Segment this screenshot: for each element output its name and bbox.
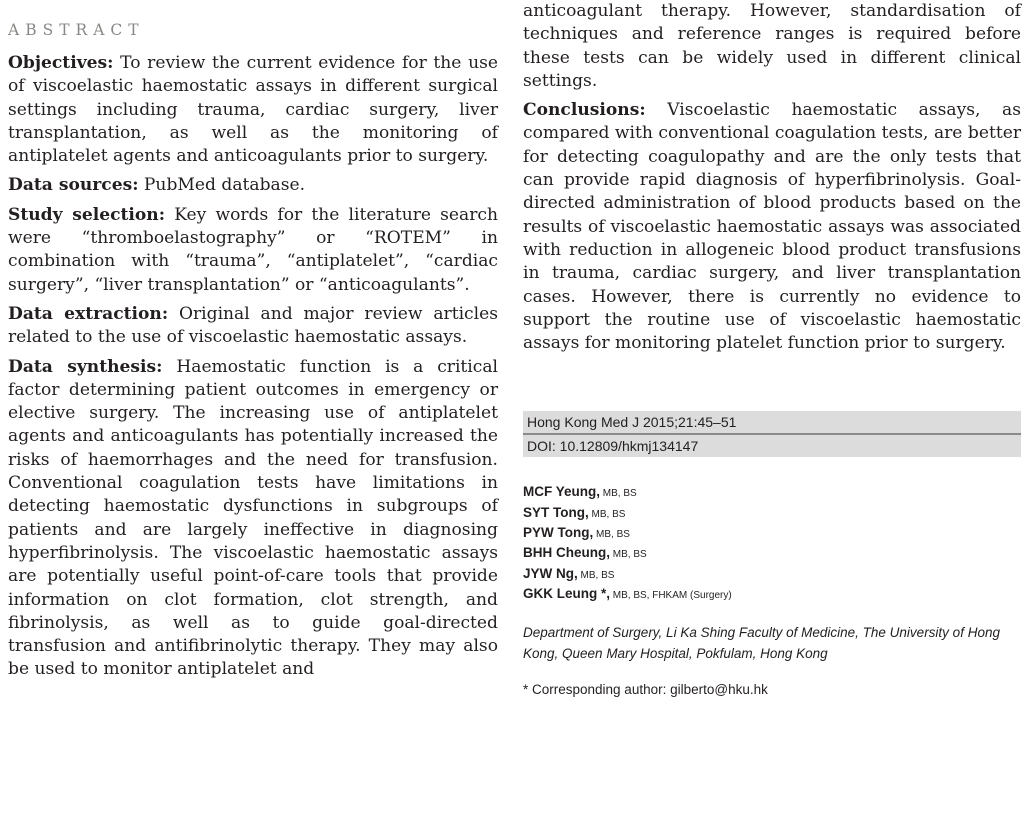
doi-link[interactable]: DOI: 10.12809/hkmj134147	[523, 433, 1021, 457]
data-extraction-label: Data extraction:	[8, 303, 169, 324]
conclusions-text: Viscoelastic haemostatic assays, as compared with conventional coagulation tests, are better for detecting coagulopathy and are the only tests that can provide rapid diagnosis of hyperfibrinolysis. Goal-directed administration of blood products based on the results of viscoelastic haemostatic assays was associated with reduction in allogeneic blood product transfusions in trauma, cardiac surgery, and liver transplantation cases. However, there is currently no evidence to support the routine use of viscoelastic haemostatic assays for monitoring platelet function prior to surgery.	[523, 100, 1021, 354]
author-item	[523, 504, 1021, 524]
author-degrees: MB, BS	[593, 529, 630, 541]
author-degrees: MB, BS	[600, 488, 637, 500]
study-selection-paragraph	[8, 204, 498, 297]
objectives-text: To review the current evidence for the use of viscoelastic haemostatic assays in different surgical settings including trauma, cardiac surgery, liver transplantation, as well as the monitoring of antiplatelet agents and anticoagulants prior to surgery.	[8, 53, 498, 167]
abstract-heading: ABSTRACT	[8, 21, 145, 39]
data-synthesis-text: Haemostatic function is a critical factor determining patient outcomes in emergency or elective surgery. The increasing use of antiplatelet agents and anticoagulants has potentially increased the risks of haemorrhages and the need for transfusion. Conventional coagulation tests have limitations in detecting haemostatic dysfunctions in subgroups of patients and are largely ineffective in diagnosing hyperfibrinolysis. The viscoelastic haemostatic assays are potentially useful point-of-care tools that provide information on clot formation, clot strength, and fibrinolysis, as well as to guide goal-directed transfusion and antifibrinolytic therapy. They may also be used to monitor antiplatelet and	[8, 356, 498, 680]
author-name: JYW Ng,	[523, 565, 578, 581]
author-item	[523, 565, 1021, 585]
data-synthesis-label: Data synthesis:	[8, 356, 163, 377]
author-degrees: MB, BS	[610, 549, 647, 561]
left-column	[8, 0, 498, 682]
data-sources-text: PubMed database.	[138, 175, 306, 196]
author-item	[523, 524, 1021, 544]
author-name: SYT Tong,	[523, 504, 589, 520]
synthesis-continuation: anticoagulant therapy. However, standardisation of techniques and reference ranges is required before these tests can be widely used in different clinical settings.	[523, 1, 1021, 91]
data-extraction-text: Original and major review articles related to the use of viscoelastic haemostatic assays.	[8, 303, 498, 348]
citation-box	[523, 411, 1021, 457]
journal-citation: Hong Kong Med J 2015;21:45–51	[523, 411, 1021, 433]
study-selection-label: Study selection:	[8, 204, 166, 225]
author-item	[523, 585, 1021, 605]
corresponding-author: * Corresponding author: gilberto@hku.hk	[523, 682, 768, 698]
conclusions-paragraph	[523, 99, 1021, 355]
author-name: MCF Yeung,	[523, 484, 601, 500]
right-column	[523, 0, 1021, 699]
data-synthesis-paragraph	[8, 356, 498, 682]
author-degrees: MB, BS	[588, 508, 626, 520]
objectives-paragraph	[8, 52, 498, 168]
author-item	[523, 483, 1021, 503]
affiliation: Department of Surgery, Li Ka Shing Faculty of Medicine, The University of Hong Kong, Queen Mary Hospital, Pokfulam, Hong Kong	[523, 625, 1000, 661]
conclusions-label: Conclusions:	[523, 100, 646, 121]
data-sources-label: Data sources:	[8, 175, 139, 196]
study-selection-text: Key words for the literature search were “thromboelastography” or “ROTEM” in combination with “trauma”, “antiplatelet”, “cardiac surgery”, “liver transplantation” or “anticoagulants”.	[8, 204, 498, 295]
data-sources-paragraph	[8, 174, 498, 197]
data-extraction-paragraph	[8, 303, 498, 350]
author-item	[523, 544, 1021, 564]
author-list	[523, 483, 1021, 605]
author-degrees: MB, BS	[577, 569, 615, 581]
author-name: PYW Tong,	[523, 525, 594, 541]
author-name: GKK Leung *,	[523, 585, 610, 601]
objectives-label: Objectives:	[8, 53, 114, 73]
author-name: BHH Cheung,	[523, 545, 610, 561]
author-degrees: MB, BS, FHKAM (Surgery)	[610, 589, 732, 601]
